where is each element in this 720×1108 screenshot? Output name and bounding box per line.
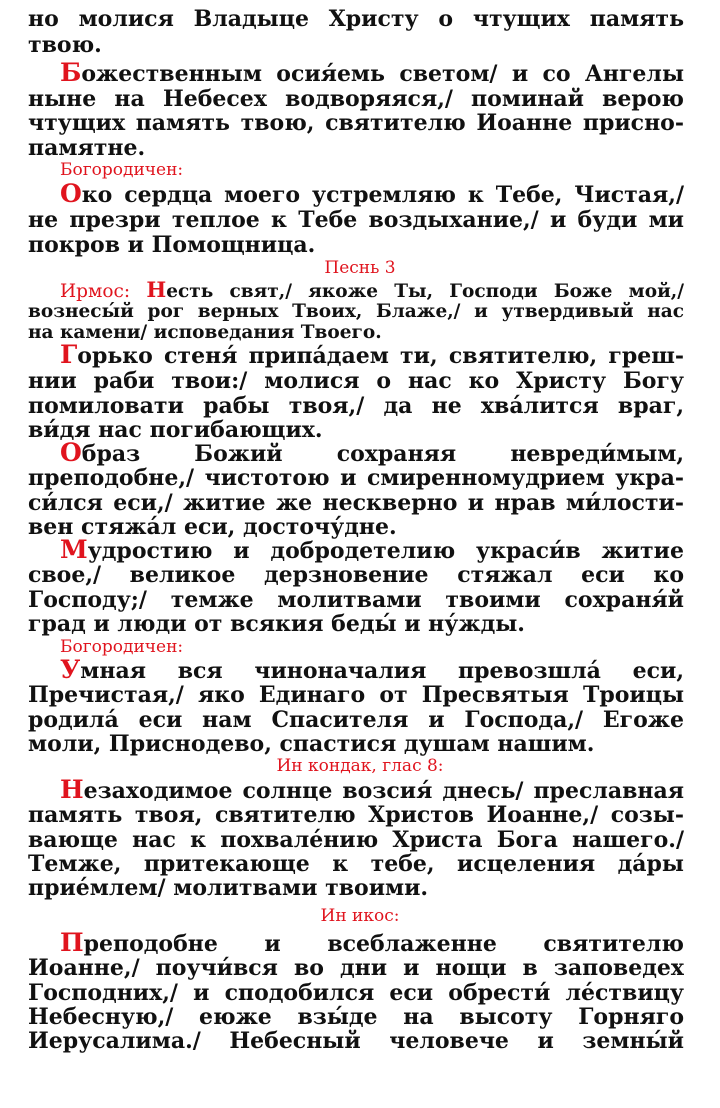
- stanza-first-line: Незаходимое солнце возсия́ днесь/ преславная: [60, 777, 684, 804]
- text-line: родила́ еси нам Спасителя и Господа,/ Егоже: [28, 707, 684, 733]
- stanza-first-line: Око сердца моего устремляю к Тебе, Чистая,/: [60, 181, 684, 208]
- drop-initial: Б: [60, 60, 82, 87]
- stanza-first-line: Преподобне и всеблаженне святителю: [60, 930, 684, 957]
- text-line: преподобне,/ чистотою и смиренномудрием укра-: [28, 465, 684, 491]
- text-line: на камени/ исповедания Твоего.: [28, 322, 382, 343]
- text-line: си́лся еси,/ житие же нескверно и нрав ми́лости-: [28, 490, 684, 516]
- text-line: Пречистая,/ яко Единаго от Пресвятыя Троицы: [28, 682, 684, 708]
- text-line: покров и Помощница.: [28, 232, 316, 258]
- text-line: ныне на Небесех водворяяся,/ поминай верою: [28, 86, 684, 112]
- stanza-first-line: Образ Божий сохраняя невреди́мым,: [60, 440, 684, 467]
- text-line: град и люди от всякия беды́ и ну́жды.: [28, 611, 525, 637]
- text-line: памятне.: [28, 135, 146, 161]
- text-line: моли, Приснодево, спастися душам нашим.: [28, 731, 595, 757]
- text-line: Темже, притекающе к тебе, исцеления да́ры: [28, 851, 684, 877]
- text-line: Небесную,/ еюже взы́де на высоту Горняго: [28, 1004, 684, 1030]
- drop-initial: О: [60, 440, 82, 467]
- song-heading: Песнь 3: [324, 258, 396, 278]
- drop-initial: П: [60, 930, 84, 957]
- drop-initial: М: [60, 537, 88, 564]
- text-line: Иоанне,/ поучи́вся во дни и нощи в заповедех: [28, 955, 684, 981]
- text-line: Господних,/ и сподобился еси обрести́ ле́ствицу: [28, 980, 684, 1006]
- rubric-bogorodichen: Богородичен:: [60, 160, 184, 180]
- text-line: твою.: [28, 32, 102, 58]
- drop-initial: О: [60, 181, 82, 208]
- text-line: не презри теплое к Тебе воздыхание,/ и буди ми: [28, 207, 684, 233]
- text-line: Иерусалима./ Небесный человече и земны́й: [28, 1028, 684, 1054]
- drop-initial: У: [60, 657, 81, 684]
- rubric-bogorodichen: Богородичен:: [60, 637, 184, 657]
- text-line: свое,/ великое дерзновение стяжал еси ко: [28, 562, 684, 588]
- text-line: нии раби твои:/ молися о нас ко Христу Богу: [28, 368, 684, 394]
- stanza-first-line: Умная вся чиноначалия превозшла́ еси,: [60, 657, 684, 684]
- text-line: прие́млем/ молитвами твоими.: [28, 875, 429, 901]
- text-line: помиловати рабы твоя,/ да не хва́лится враг,: [28, 393, 684, 419]
- text-line: память твоя, святителю Христов Иоанне,/ созы-: [28, 802, 684, 828]
- ikos-heading: Ин икос:: [320, 906, 400, 926]
- drop-initial: Н: [146, 279, 167, 302]
- text-line: вающе нас к похвале́нию Христа Бога нашего./: [28, 827, 684, 853]
- drop-initial: Н: [60, 777, 84, 804]
- text-line: чтущих память твою, святителю Иоанне присно-: [28, 110, 684, 136]
- kondak-heading: Ин кондак, глас 8:: [276, 756, 444, 776]
- text-line: но молися Владыце Христу о чтущих память: [28, 6, 684, 32]
- drop-initial: Г: [60, 342, 78, 369]
- text-line: вознесы́й рог верных Твоих, Блаже,/ и утвердивый нас: [28, 301, 684, 322]
- stanza-first-line: Мудростию и добродетелию украси́в житие: [60, 537, 684, 564]
- text-line: ви́дя нас погибающих.: [28, 417, 323, 443]
- text-line: Господу;/ темже молитвами твоими сохраня́й: [28, 587, 684, 613]
- stanza-first-line: Божественным осия́емь светом/ и со Ангелы: [60, 60, 684, 87]
- text-line: вен стяжа́л еси, досточу́дне.: [28, 514, 397, 540]
- irmos-first-line: Ирмос: Несть свят,/ якоже Ты, Господи Боже мой,/: [60, 279, 684, 302]
- stanza-first-line: Горько стеня́ припа́даем ти, святителю, греш-: [60, 342, 684, 369]
- irmos-label: Ирмос:: [60, 281, 131, 302]
